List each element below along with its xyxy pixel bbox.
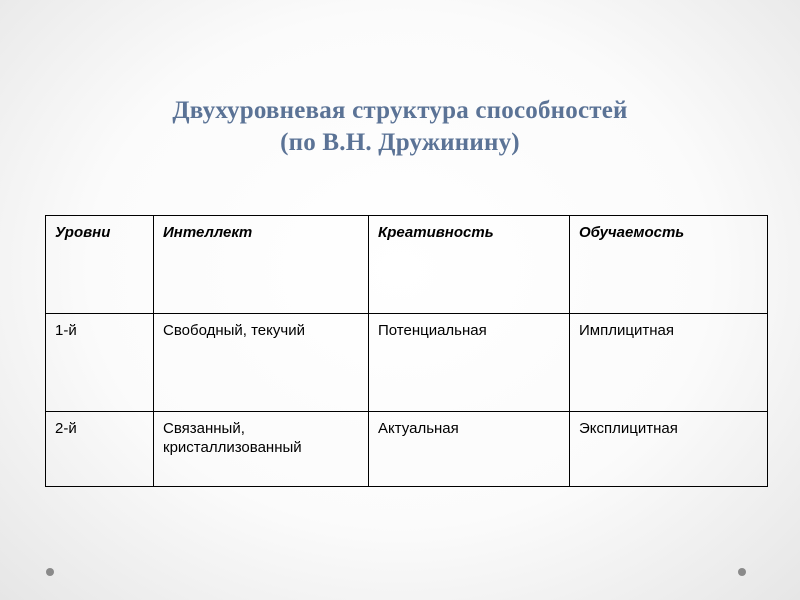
title-line-1: Двухуровневая структура способностей [172, 97, 628, 124]
cell-creativity: Потенциальная [369, 314, 570, 412]
table-row [46, 412, 768, 487]
header-learnability: Обучаемость [570, 216, 768, 314]
header-levels: Уровни [46, 216, 154, 314]
header-intellect: Интеллект [154, 216, 369, 314]
cell-intellect: Свободный, текучий [154, 314, 369, 412]
cell-intellect: Связанный, кристаллизованный [154, 412, 369, 487]
cell-learnability: Эксплицитная [570, 412, 768, 487]
table-row [46, 314, 768, 412]
nav-dot-right [738, 568, 746, 576]
cell-creativity: Актуальная [369, 412, 570, 487]
title-line-2: (по В.Н. Дружинину) [280, 129, 520, 156]
cell-level: 1-й [46, 314, 154, 412]
header-creativity: Креативность [369, 216, 570, 314]
cell-level: 2-й [46, 412, 154, 487]
abilities-table [45, 215, 768, 487]
cell-learnability: Имплицитная [570, 314, 768, 412]
slide-title [0, 95, 800, 159]
nav-dot-left [46, 568, 54, 576]
table-header-row [46, 216, 768, 314]
